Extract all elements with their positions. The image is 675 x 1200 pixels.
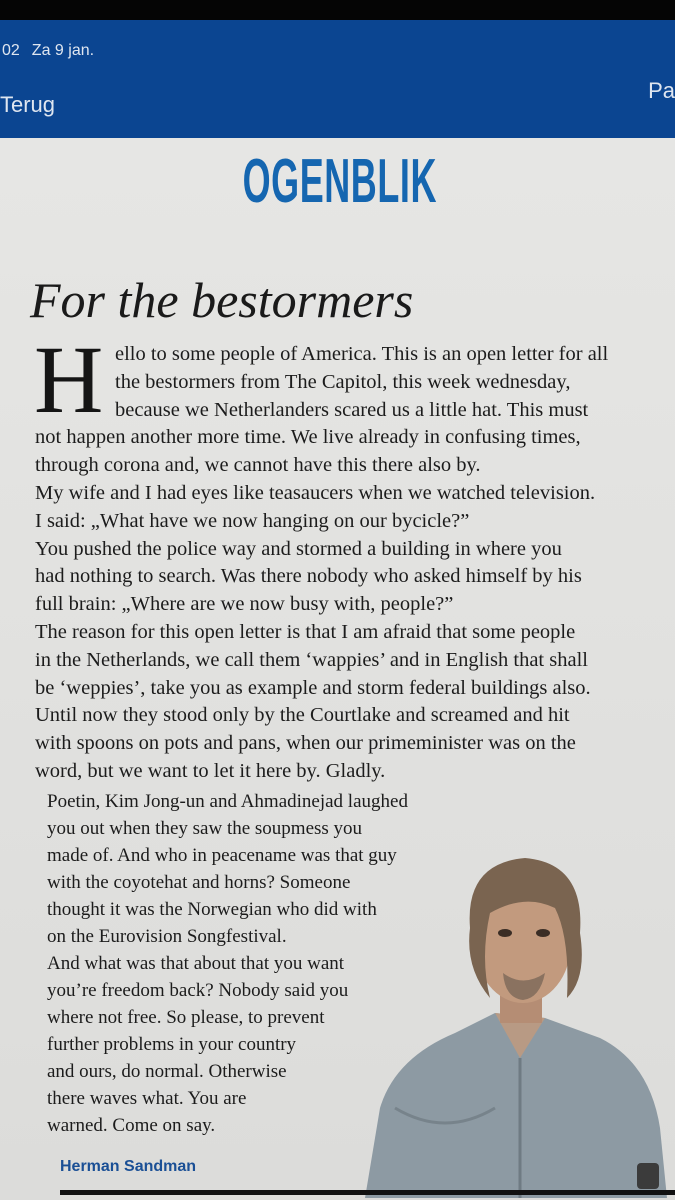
body-line: The reason for this open letter is that I am afraid that some people: [35, 621, 576, 643]
body-line: there waves what. You are: [47, 1088, 247, 1109]
body-line: made of. And who in peacename was that guy: [47, 845, 397, 866]
body-line: with the coyotehat and horns? Someone: [47, 872, 351, 893]
app-bar: [0, 20, 675, 138]
article-title: For the bestormers: [30, 272, 414, 328]
body-line: You pushed the police way and stormed a building in where you: [35, 537, 562, 560]
drop-cap: H: [34, 326, 104, 433]
body-line: you out when they saw the soupmess you: [47, 818, 363, 839]
section-heading: OGENBLIK: [242, 147, 438, 216]
body-line: had nothing to search. Was there nobody who asked himself by his: [35, 565, 582, 588]
screen-bezel: [0, 0, 675, 22]
body-line: And what was that about that you want: [47, 953, 345, 974]
body-line: because we Netherlanders scared us a little hat. This must: [115, 398, 589, 421]
body-line: and ours, do normal. Otherwise: [47, 1061, 287, 1082]
body-line: in the Netherlands, we call them ‘wappies’ and in English that shall: [35, 648, 588, 671]
body-line: on the Eurovision Songfestival.: [47, 926, 287, 947]
body-line: word, but we want to let it here by. Gladly.: [35, 760, 386, 782]
body-line: Poetin, Kim Jong-un and Ahmadinejad laughed: [47, 791, 408, 812]
bottom-rule: [60, 1190, 675, 1195]
body-line: thought it was the Norwegian who did with: [47, 899, 377, 920]
back-button[interactable]: Terug: [0, 92, 56, 117]
author-name: Herman Sandman: [60, 1158, 197, 1175]
body-line: not happen another more time. We live already in confusing times,: [35, 426, 581, 449]
author-photo: [355, 808, 675, 1198]
issue-info: [2, 42, 106, 60]
body-line: ello to some people of America. This is an open letter for all: [115, 343, 609, 365]
article-page: [0, 138, 675, 1200]
body-line: further problems in your country: [47, 1034, 297, 1055]
body-line: be ‘weppies’, take you as example and storm federal buildings also.: [35, 676, 591, 699]
page-number: 02: [2, 42, 20, 59]
body-line: the bestormers from The Capitol, this week wednesday,: [115, 370, 571, 393]
body-line: Until now they stood only by the Courtlake and screamed and hit: [35, 704, 570, 727]
body-line: warned. Come on say.: [47, 1115, 216, 1136]
body-line: where not free. So please, to prevent: [47, 1007, 325, 1028]
issue-date: Za 9 jan.: [31, 42, 95, 59]
body-line: I said: „What have we now hanging on our bycicle?”: [35, 509, 470, 532]
pages-button[interactable]: Pa: [648, 78, 675, 103]
body-line: My wife and I had eyes like teasaucers when we watched television.: [35, 482, 596, 504]
body-line: you’re freedom back? Nobody said you: [47, 980, 349, 1001]
body-line: with spoons on pots and pans, when our primeminister was on the: [35, 732, 576, 755]
body-line: through corona and, we cannot have this there also by.: [35, 454, 481, 477]
body-line: full brain: „Where are we now busy with, people?”: [35, 593, 454, 616]
